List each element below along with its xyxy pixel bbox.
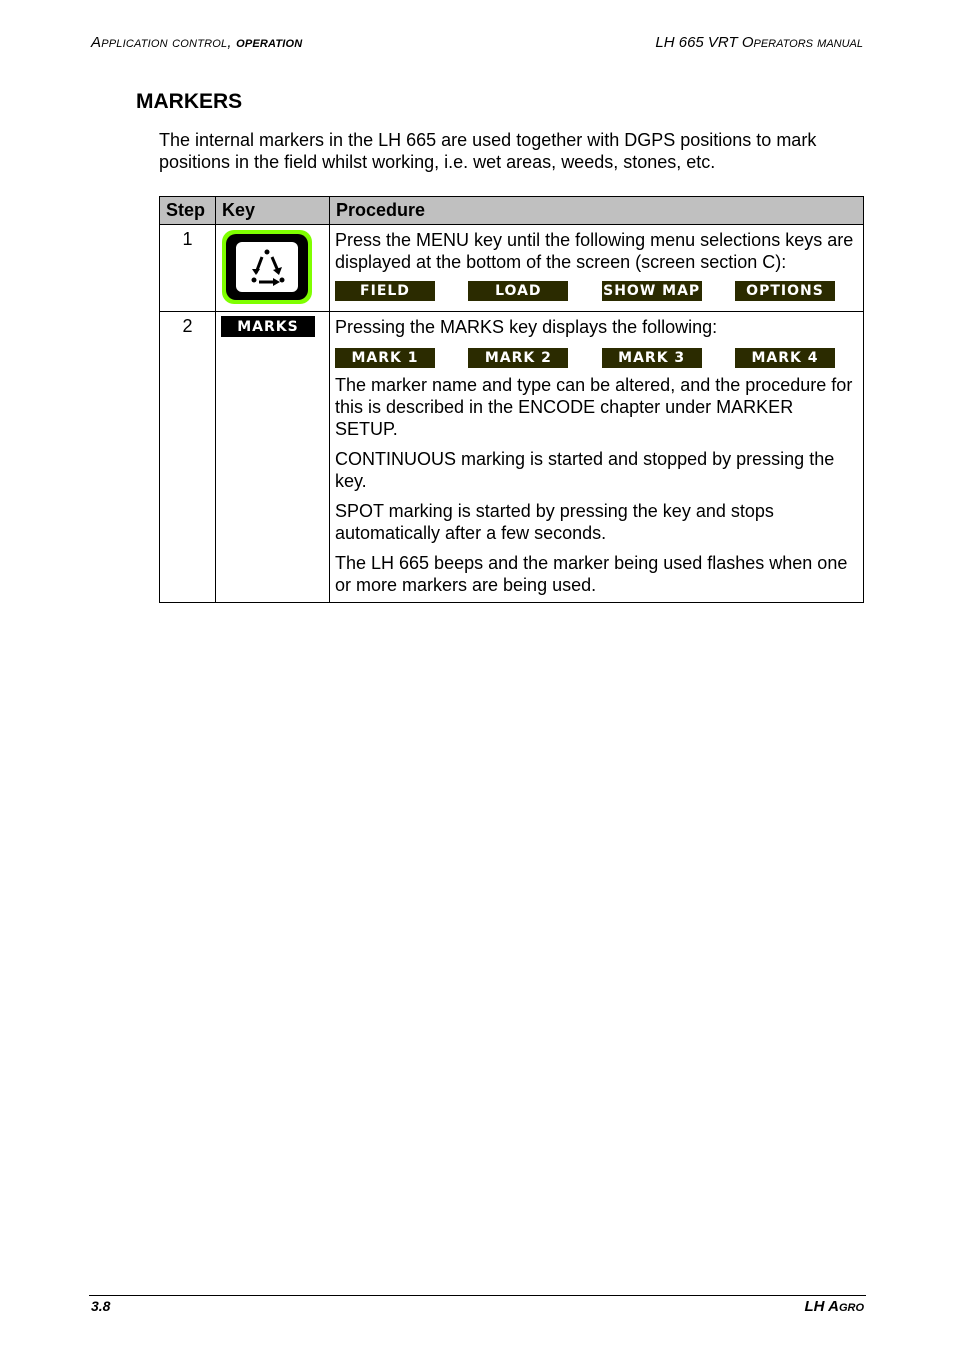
softkey-mark-3[interactable]: MARK 3 (602, 348, 702, 368)
procedure-table (159, 196, 864, 603)
note-marker-setup: The marker name and type can be altered, and the procedure for this is described in the ENCODE chapter under MARKER SETUP. (335, 375, 853, 439)
softkey-options[interactable]: OPTIONS (735, 281, 835, 301)
procedure-cell (330, 225, 864, 312)
softkey-mark-4[interactable]: MARK 4 (735, 348, 835, 368)
softkey-row-menu (335, 281, 857, 301)
procedure-text: Press the MENU key until the following menu selections keys are displayed at the bottom of the screen (screen section C): (335, 230, 854, 272)
header-key: Key (216, 197, 330, 225)
header-manual-title: LH 665 VRT Operators manual (655, 34, 863, 51)
footer-brand: LH Agro (804, 1298, 864, 1315)
softkey-mark-2[interactable]: MARK 2 (468, 348, 568, 368)
page-header (91, 34, 863, 52)
procedure-cell (330, 312, 864, 603)
table-row (160, 225, 864, 312)
softkey-row-marks (335, 348, 857, 368)
softkey-field[interactable]: FIELD (335, 281, 435, 301)
procedure-text: Pressing the MARKS key displays the following: (335, 317, 718, 337)
softkey-load[interactable]: LOAD (468, 281, 568, 301)
section-title: MARKERS (136, 90, 243, 113)
softkey-show-map[interactable]: SHOW MAP (603, 283, 701, 299)
table-header-row (160, 197, 864, 225)
footer-page-number: 3.8 (91, 1298, 111, 1314)
header-chapter (91, 34, 302, 51)
note-beeps: The LH 665 beeps and the marker being used flashes when one or more markers are being used. (335, 553, 848, 595)
header-procedure: Procedure (330, 197, 864, 225)
key-cell (216, 225, 330, 312)
key-cell (216, 312, 330, 603)
header-step: Step (160, 197, 216, 225)
menu-key-icon (221, 229, 313, 305)
softkey-mark-1[interactable]: MARK 1 (335, 348, 435, 368)
intro-paragraph: The internal markers in the LH 665 are used together with DGPS positions to mark positions in the field whilst working, i.e. wet areas, weeds, stones, etc. (159, 130, 817, 172)
footer-rule (89, 1295, 866, 1296)
step-number: 1 (160, 225, 216, 312)
marks-key-button[interactable]: MARKS (221, 316, 315, 337)
note-spot: SPOT marking is started by pressing the key and stops automatically after a few seconds. (335, 501, 774, 543)
step-number: 2 (160, 312, 216, 603)
table-row (160, 312, 864, 603)
header-chapter-prefix: Application control, (91, 34, 237, 51)
note-continuous: CONTINUOUS marking is started and stopped by pressing the key. (335, 449, 835, 491)
header-chapter-bold: operation (236, 34, 303, 51)
